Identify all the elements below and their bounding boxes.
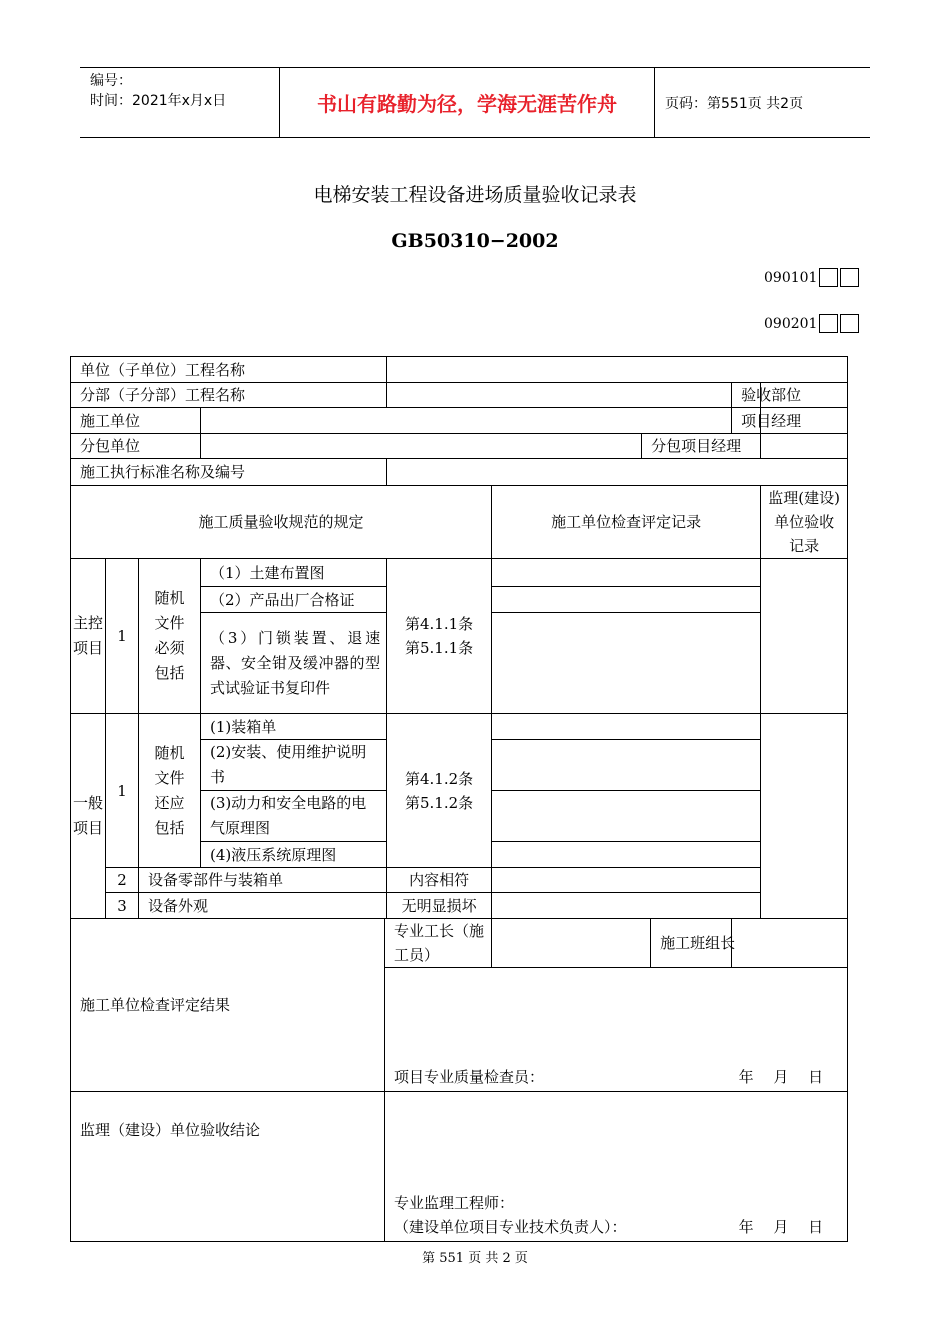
page-title: 电梯安装工程设备进场质量验收记录表 <box>313 184 637 206</box>
construction-unit-label: 施工单位 <box>71 408 201 434</box>
main-item-3: （3）门锁装置、退速器、安全钳及缓冲器的型式试验证书复印件 <box>201 613 387 714</box>
main-supervisor-record[interactable] <box>761 559 848 714</box>
general-clause: 第4.1.2条 第5.1.2条 <box>387 714 492 868</box>
general-row3-check[interactable] <box>492 893 761 919</box>
code-box[interactable] <box>840 314 859 333</box>
subcontract-unit-field[interactable] <box>201 434 642 459</box>
general-item-no: 1 <box>106 714 139 868</box>
division-label: 分部（子分部）工程名称 <box>71 383 387 408</box>
acceptance-form <box>70 356 848 1242</box>
general-items-label: 一般项目 <box>71 714 106 919</box>
subcontract-unit-label: 分包单位 <box>71 434 201 459</box>
col-supervisor-header: 监理(建设)单位验收记录 <box>761 486 848 559</box>
team-leader-label: 施工班组长 <box>651 919 732 968</box>
owner-rep-sign-row <box>394 1215 847 1239</box>
result-sign-area[interactable] <box>385 968 848 1092</box>
page-footer: 第 551 页 共 2 页 <box>422 1251 528 1266</box>
general-item-3: (3)动力和安全电路的电气原理图 <box>201 791 387 842</box>
owner-rep-label: （建设单位项目专业技术负责人）： <box>394 1218 627 1236</box>
code-box[interactable] <box>819 314 838 333</box>
code-number: 090101 <box>764 269 818 286</box>
general-item-1: (1)装箱单 <box>201 714 387 740</box>
subcontract-pm-field[interactable] <box>761 434 848 459</box>
result-label: 施工单位检查评定结果 <box>71 919 385 1092</box>
main-check-3[interactable] <box>492 613 761 714</box>
standard-code: GB50310−2002 <box>391 230 559 252</box>
main-item-1: （1）土建布置图 <box>201 559 387 587</box>
general-row3-requirement: 无明显损坏 <box>387 893 492 919</box>
code-number: 090201 <box>764 315 818 332</box>
inspector-sign-row <box>394 1065 847 1089</box>
project-manager-label: 项目经理 <box>732 408 761 434</box>
standard-name-field[interactable] <box>387 459 848 486</box>
main-clause: 第4.1.1条 第5.1.1条 <box>387 559 492 714</box>
header-meta <box>80 68 280 137</box>
subcontract-pm-label: 分包项目经理 <box>642 434 761 459</box>
time-label: 时间：2021年x月x日 <box>90 93 227 109</box>
inspector-label: 项目专业质量检查员： <box>394 1068 545 1086</box>
col-spec-header: 施工质量验收规范的规定 <box>71 486 492 559</box>
main-check-2[interactable] <box>492 587 761 613</box>
foreman-field[interactable] <box>492 919 651 968</box>
code-090101 <box>764 268 859 287</box>
general-item-2: (2)安装、使用维护说明书 <box>201 740 387 791</box>
header-page: 页码：第551页 共2页 <box>665 95 804 112</box>
unit-project-field[interactable] <box>387 357 848 383</box>
general-item-no-2: 2 <box>106 868 139 893</box>
general-check-4[interactable] <box>492 842 761 868</box>
team-leader-field[interactable] <box>732 919 848 968</box>
main-item-2: （2）产品出厂合格证 <box>201 587 387 613</box>
code-box[interactable] <box>840 268 859 287</box>
general-check-2[interactable] <box>492 740 761 791</box>
main-check-1[interactable] <box>492 559 761 587</box>
general-row2-item: 设备零部件与装箱单 <box>139 868 387 893</box>
general-row2-check[interactable] <box>492 868 761 893</box>
main-docs-label: 随机文件必须包括 <box>139 559 201 714</box>
main-items-label: 主控项目 <box>71 559 106 714</box>
general-check-1[interactable] <box>492 714 761 740</box>
header-slogan: 书山有路勤为径，学海无涯苦作舟 <box>280 68 655 137</box>
division-field[interactable] <box>387 383 732 408</box>
code-090201 <box>764 314 859 333</box>
main-item-no: 1 <box>106 559 139 714</box>
code-box[interactable] <box>819 268 838 287</box>
number-label: 编号： <box>90 73 132 89</box>
general-item-no-3: 3 <box>106 893 139 919</box>
general-docs-label: 随机文件还应包括 <box>139 714 201 868</box>
construction-unit-field[interactable] <box>201 408 732 434</box>
general-supervisor-record[interactable] <box>761 714 848 919</box>
standard-name-label: 施工执行标准名称及编号 <box>71 459 387 486</box>
general-row3-item: 设备外观 <box>139 893 387 919</box>
acceptance-part-label: 验收部位 <box>732 383 761 408</box>
supervision-label: 监理（建设）单位验收结论 <box>71 1092 385 1242</box>
general-check-3[interactable] <box>492 791 761 842</box>
engineer-label: 专业监理工程师： <box>394 1194 515 1212</box>
supervision-date: 年 月 日 <box>738 1218 824 1236</box>
page-header <box>80 67 870 138</box>
general-item-4: (4)液压系统原理图 <box>201 842 387 868</box>
general-row2-requirement: 内容相符 <box>387 868 492 893</box>
supervision-sign-area[interactable] <box>385 1092 848 1242</box>
col-check-header: 施工单位检查评定记录 <box>492 486 761 559</box>
unit-project-label: 单位（子单位）工程名称 <box>71 357 387 383</box>
foreman-label: 专业工长（施工员） <box>385 919 492 968</box>
inspector-date: 年 月 日 <box>738 1068 824 1086</box>
